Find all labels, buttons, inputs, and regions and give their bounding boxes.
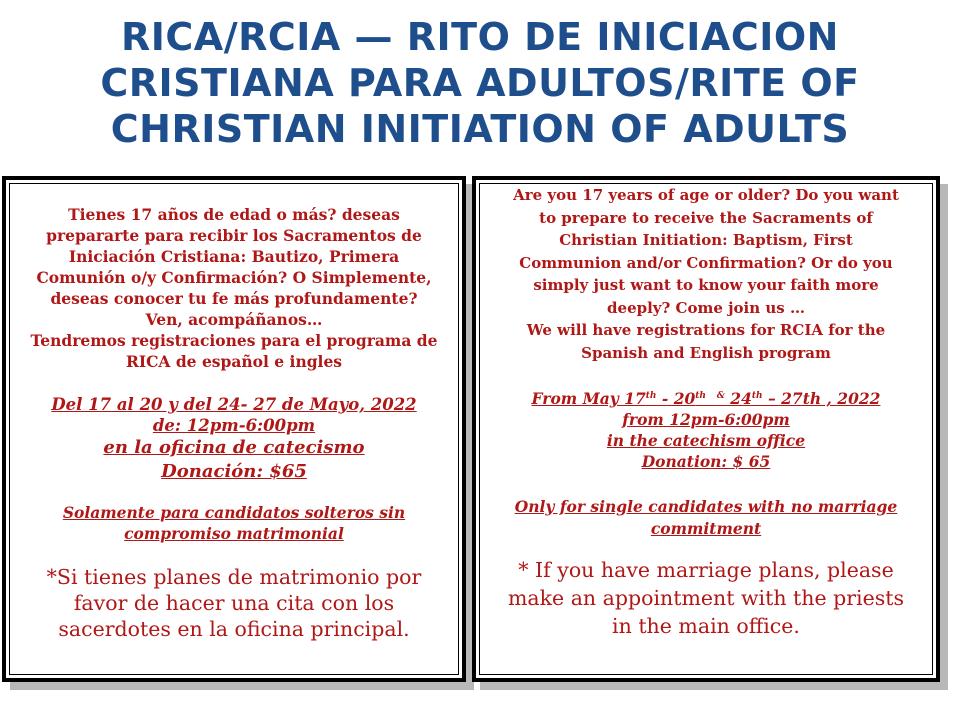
title-line: CHRISTIAN INITIATION OF ADULTS bbox=[110, 107, 850, 151]
spanish-note-line: favor de hacer una cita con los bbox=[73, 591, 395, 615]
english-place: in the catechism office bbox=[606, 431, 806, 451]
spanish-eligibility: compromiso matrimonial bbox=[124, 524, 344, 543]
english-note-line: make an appointment with the priests bbox=[507, 586, 905, 611]
english-dates-sup: th bbox=[645, 391, 657, 401]
english-dates-part: From May 17 bbox=[531, 389, 646, 409]
english-eligibility: commitment bbox=[650, 519, 762, 539]
spanish-content bbox=[6, 204, 462, 642]
spanish-intro-line: deseas conocer tu fe más profundamente? bbox=[50, 289, 418, 308]
spanish-donation: Donación: $65 bbox=[161, 461, 307, 482]
english-intro-line: Christian Initiation: Baptism, First bbox=[559, 231, 853, 249]
spanish-intro-line: Ven, acompáñanos… bbox=[145, 310, 323, 329]
english-dates-part: - 20 bbox=[656, 389, 696, 409]
english-panel bbox=[472, 176, 940, 682]
english-dates-part: – 27th , 2022 bbox=[762, 389, 881, 409]
english-intro-line: Spanish and English program bbox=[581, 343, 831, 362]
english-intro-line: We will have registrations for RCIA for the bbox=[526, 321, 886, 339]
english-intro-line: Are you 17 years of age or older? Do you want bbox=[513, 186, 899, 204]
spanish-intro-line: prepararte para recibir los Sacramentos de bbox=[46, 226, 422, 245]
spanish-note-line: sacerdotes en la oficina principal. bbox=[58, 617, 410, 641]
title-line: CRISTIANA PARA ADULTOS/RITE OF bbox=[100, 61, 860, 105]
spanish-time: de: 12pm-6:00pm bbox=[152, 416, 316, 435]
english-time: from 12pm-6:00pm bbox=[622, 410, 790, 430]
english-intro-line: to prepare to receive the Sacraments of bbox=[539, 208, 873, 227]
page-title bbox=[20, 14, 940, 152]
spanish-intro-line: Tienes 17 años de edad o más? deseas bbox=[68, 205, 400, 224]
english-note-line: in the main office. bbox=[612, 614, 800, 639]
english-intro-line: simply just want to know your faith more bbox=[533, 276, 879, 294]
english-intro-line: Communion and/or Confirmation? Or do you bbox=[519, 253, 893, 272]
spanish-intro-line: RICA de español e ingles bbox=[125, 352, 343, 371]
spanish-panel bbox=[2, 176, 466, 682]
english-dates-sup: th bbox=[695, 391, 706, 401]
english-content bbox=[476, 184, 936, 640]
english-intro-line: deeply? Come join us … bbox=[607, 298, 805, 317]
english-dates-sup: th bbox=[751, 391, 763, 401]
english-dates bbox=[476, 386, 936, 409]
title-line: RICA/RCIA — RITO DE INICIACION bbox=[121, 15, 839, 59]
spanish-dates: Del 17 al 20 y del 24- 27 de Mayo, 2022 bbox=[51, 395, 417, 414]
english-donation: Donation: $ 65 bbox=[641, 452, 771, 472]
spanish-place: en la oficina de catecismo bbox=[103, 437, 365, 458]
spanish-note-line: *Si tienes planes de matrimonio por bbox=[46, 565, 422, 589]
spanish-eligibility: Solamente para candidatos solteros sin bbox=[62, 503, 406, 522]
english-dates-amp: & bbox=[716, 391, 725, 401]
english-dates-part: 24 bbox=[724, 389, 752, 409]
english-eligibility: Only for single candidates with no marriage bbox=[514, 497, 898, 517]
spanish-intro-line: Comunión o/y Confirmación? O Simplemente, bbox=[36, 268, 432, 287]
spanish-intro-line: Tendremos registraciones para el programa de bbox=[30, 331, 438, 350]
english-note-line: * If you have marriage plans, please bbox=[518, 558, 894, 583]
spanish-intro-line: Iniciación Cristiana: Bautizo, Primera bbox=[68, 247, 400, 266]
